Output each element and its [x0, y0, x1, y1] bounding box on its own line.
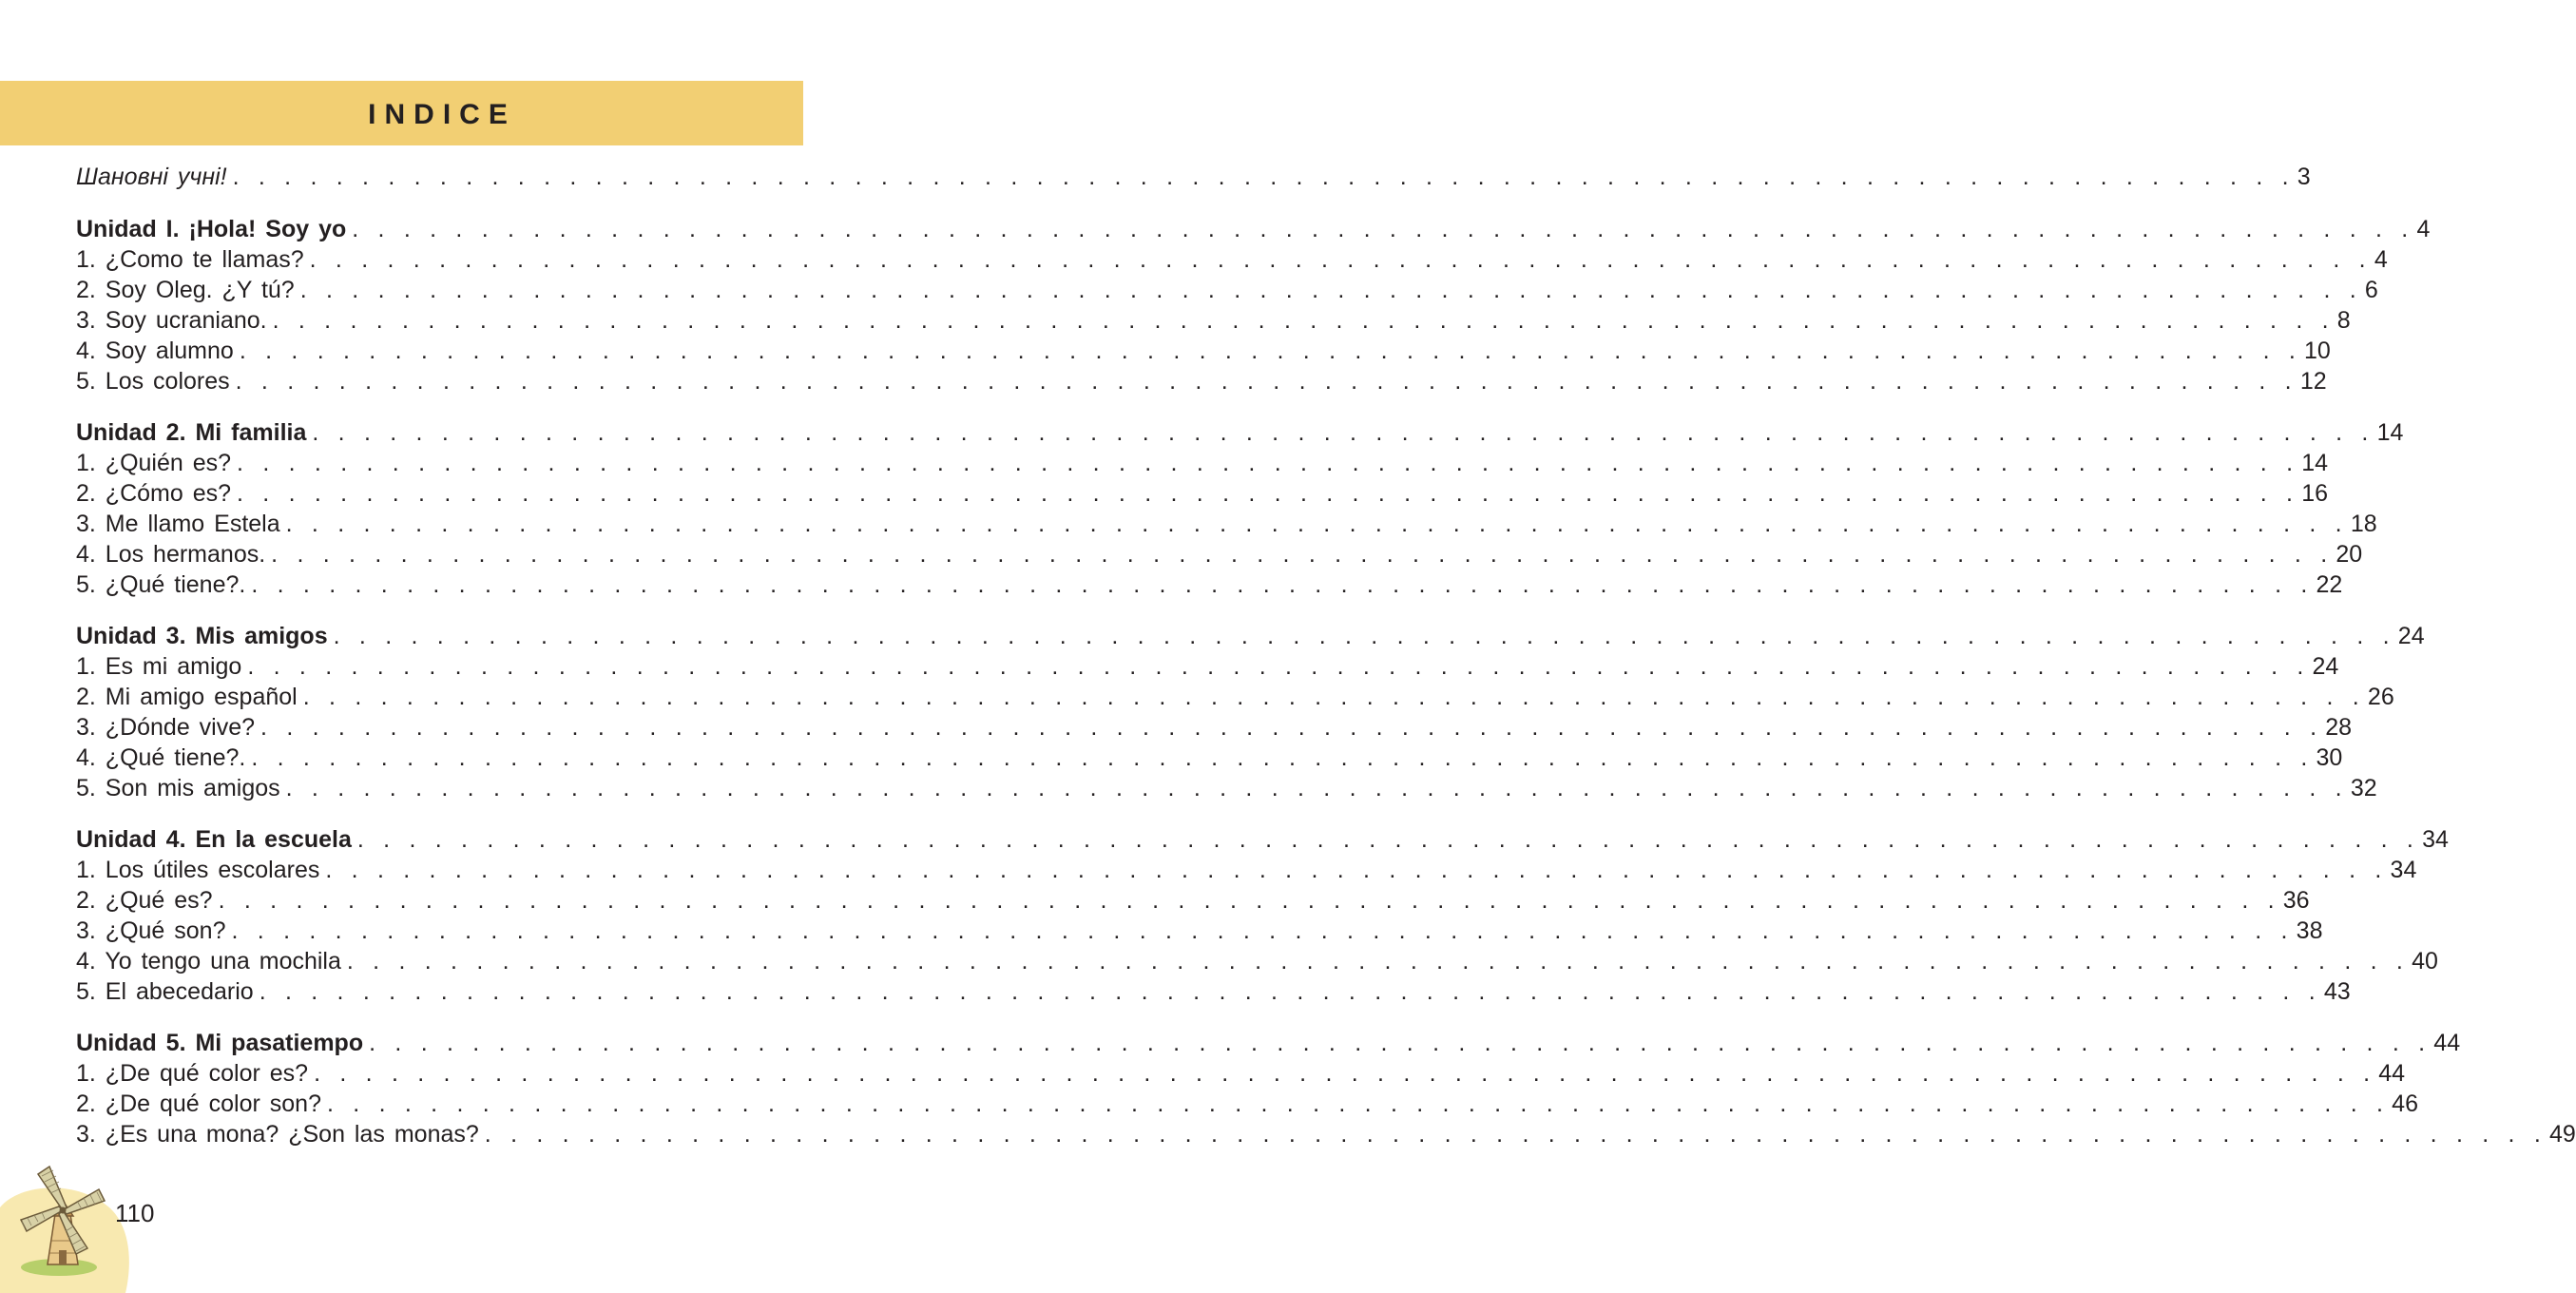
toc-lesson-entry-title: 3. Soy ucraniano.	[76, 307, 267, 334]
toc-lesson-entry-page: 46	[2392, 1090, 2418, 1117]
toc-unit-heading	[76, 214, 2431, 244]
dot-leader: . . . . . . . . . . . . . . . . . . . . . . . . . . . . . . . . . . . . . . . . . . . . . . . . . . . . . . . . . . . . . . . . . . . . . . . . . . . . . . . .	[309, 246, 2371, 273]
dot-leader: . . . . . . . . . . . . . . . . . . . . . . . . . . . . . . . . . . . . . . . . . . . . . . . . . . . . . . . . . . . . . . . . . . . . . . . . . . . . . . . .	[218, 887, 2279, 914]
toc-lesson-entry-page: 43	[2323, 978, 2351, 1005]
dot-leader: . . . . . . . . . . . . . . . . . . . . . . . . . . . . . . . . . . . . . . . . . . . . . . . . . . . . . . . . . . . . . . . . . . . . . . . . . . . . . . . .	[260, 714, 2322, 741]
toc-lesson-entry-page: 10	[2304, 338, 2331, 364]
toc-lesson-entry-title: 1. ¿Como te llamas?	[76, 246, 304, 273]
toc-lesson-entry	[76, 885, 2310, 916]
toc-lesson-entry-page: 30	[2316, 744, 2343, 771]
toc-unit-heading-title: Unidad 3. Mis amigos	[76, 623, 328, 649]
toc-unit-heading-page: 14	[2376, 419, 2404, 446]
toc-lesson-entry-page: 40	[2412, 948, 2438, 975]
toc-lesson-entry-page: 8	[2336, 307, 2351, 334]
toc-unit-heading-page: 4	[2416, 216, 2431, 242]
toc-lesson-entry	[76, 1119, 2576, 1149]
toc-lesson-entry-title: 2. ¿Cómo es?	[76, 480, 232, 507]
toc-lesson-entry	[76, 651, 2339, 682]
dot-leader: . . . . . . . . . . . . . . . . . . . . . . . . . . . . . . . . . . . . . . . . . . . . . . . . . . . . . . . . . . . . . . . . . . . . . . . . . . . . . . . .	[312, 419, 2374, 446]
dot-leader: . . . . . . . . . . . . . . . . . . . . . . . . . . . . . . . . . . . . . . . . . . . . . . . . . . . . . . . . . . . . . . . . . . . . . . . . . . . . . . . .	[326, 1090, 2389, 1117]
toc-lesson-entry	[76, 1089, 2418, 1119]
dot-leader: . . . . . . . . . . . . . . . . . . . . . . . . . . . . . . . . . . . . . . . . . . . . . . . . . . . . . . . . . . . . . . . . . . . . . . . . . . . . . . . .	[314, 1060, 2375, 1087]
toc-unit-heading	[76, 621, 2425, 651]
section-gap	[76, 192, 803, 214]
toc-unit-heading-title: Unidad 5. Mi pasatiempo	[76, 1030, 364, 1056]
dot-leader: . . . . . . . . . . . . . . . . . . . . . . . . . . . . . . . . . . . . . . . . . . . . . . . . . . . . . . . . . . . . . . . . . . . . . . . . . . . . . . . .	[259, 978, 2320, 1005]
windmill-icon	[0, 1155, 133, 1293]
page-title: INDICE	[368, 99, 516, 130]
table-of-contents	[76, 162, 2576, 1149]
dot-leader: . . . . . . . . . . . . . . . . . . . . . . . . . . . . . . . . . . . . . . . . . . . . . . . . . . . . . . . . . . . . . . . . . . . . . . . . . . . . . . . .	[271, 541, 2333, 568]
toc-lesson-entry	[76, 478, 2329, 509]
section-gap	[76, 396, 803, 417]
toc-lesson-entry	[76, 336, 2331, 366]
toc-intro-entry-title: Шановні учні!	[76, 164, 227, 190]
toc-lesson-entry-page: 22	[2316, 571, 2343, 598]
dot-leader: . . . . . . . . . . . . . . . . . . . . . . . . . . . . . . . . . . . . . . . . . . . . . . . . . . . . . . . . . . . . . . . . . . . . . . . . . . . . . . . .	[333, 623, 2394, 649]
toc-lesson-entry	[76, 1058, 2406, 1089]
dot-leader: . . . . . . . . . . . . . . . . . . . . . . . . . . . . . . . . . . . . . . . . . . . . . . . . . . . . . . . . . . . . . . . . . . . . . . . . . . . . . . . .	[231, 917, 2293, 944]
toc-unit-heading	[76, 1028, 2461, 1058]
dot-leader: . . . . . . . . . . . . . . . . . . . . . . . . . . . . . . . . . . . . . . . . . . . . . . . . . . . . . . . . . . . . . . . . . . . . . . . . . . . . . . . .	[346, 948, 2409, 975]
toc-lesson-entry-title: 4. Los hermanos.	[76, 541, 266, 568]
toc-lesson-entry	[76, 275, 2378, 305]
toc-lesson-entry	[76, 773, 2377, 803]
toc-lesson-entry-title: 2. Soy Oleg. ¿Y tú?	[76, 277, 295, 303]
toc-lesson-entry	[76, 569, 2343, 600]
toc-lesson-entry	[76, 916, 2323, 946]
toc-lesson-entry-title: 3. ¿Dónde vive?	[76, 714, 256, 741]
toc-unit-heading	[76, 824, 2449, 855]
toc-lesson-entry-title: 2. ¿Qué es?	[76, 887, 213, 914]
toc-lesson-entry-title: 2. Mi amigo español	[76, 684, 298, 710]
dot-leader: . . . . . . . . . . . . . . . . . . . . . . . . . . . . . . . . . . . . . . . . . . . . . . . . . . . . . . . . . . . . . . . . . . . . . . . . . . . . . . . .	[299, 277, 2361, 303]
dot-leader: . . . . . . . . . . . . . . . . . . . . . . . . . . . . . . . . . . . . . . . . . . . . . . . . . . . . . . . . . . . . . . . . . . . . . . . . . . . . . . . .	[302, 684, 2364, 710]
toc-lesson-entry-page: 18	[2350, 511, 2377, 537]
toc-lesson-entry-page: 34	[2390, 857, 2417, 883]
toc-lesson-entry-page: 44	[2378, 1060, 2406, 1087]
toc-lesson-entry	[76, 305, 2351, 336]
dot-leader: . . . . . . . . . . . . . . . . . . . . . . . . . . . . . . . . . . . . . . . . . . . . . . . . . . . . . . . . . . . . . . . . . . . . . . . . . . . . . . . .	[325, 857, 2387, 883]
toc-lesson-entry-title: 1. Es mi amigo	[76, 653, 242, 680]
dot-leader: . . . . . . . . . . . . . . . . . . . . . . . . . . . . . . . . . . . . . . . . . . . . . . . . . . . . . . . . . . . . . . . . . . . . . . . . . . . . . . . .	[235, 368, 2297, 395]
toc-lesson-entry-page: 20	[2336, 541, 2363, 568]
toc-lesson-entry-page: 14	[2301, 450, 2329, 476]
toc-lesson-entry	[76, 448, 2329, 478]
dot-leader: . . . . . . . . . . . . . . . . . . . . . . . . . . . . . . . . . . . . . . . . . . . . . . . . . . . . . . . . . . . . . . . . . . . . . . . . . . . . . . . .	[369, 1030, 2431, 1056]
section-gap	[76, 803, 803, 824]
toc-lesson-entry-page: 24	[2312, 653, 2339, 680]
dot-leader: . . . . . . . . . . . . . . . . . . . . . . . . . . . . . . . . . . . . . . . . . . . . . . . . . . . . . . . . . . . . . . . . . . . . . . . . . . . . . . . .	[285, 775, 2347, 801]
toc-lesson-entry-title: 1. ¿Quién es?	[76, 450, 232, 476]
dot-leader: . . . . . . . . . . . . . . . . . . . . . . . . . . . . . . . . . . . . . . . . . . . . . . . . . . . . . . . . . . . . . . . . . . . . . . . . . . . . . . . .	[247, 653, 2309, 680]
toc-unit-heading-title: Unidad I. ¡Hola! Soy yo	[76, 216, 347, 242]
toc-lesson-entry-title: 1. ¿De qué color es?	[76, 1060, 309, 1087]
dot-leader: . . . . . . . . . . . . . . . . . . . . . . . . . . . . . . . . . . . . . . . . . . . . . . . . . . . . . . . . . . . . . . . . . . . . . . . . . . . . . . . .	[251, 571, 2313, 598]
toc-lesson-entry	[76, 682, 2394, 712]
toc-lesson-entry-title: 3. ¿Es una mona? ¿Son las monas?	[76, 1121, 479, 1148]
toc-lesson-entry-title: 3. Me llamo Estela	[76, 511, 280, 537]
toc-lesson-entry-page: 32	[2350, 775, 2377, 801]
page-number: 110	[115, 1199, 155, 1227]
toc-unit-heading-page: 24	[2397, 623, 2425, 649]
toc-unit-heading	[76, 417, 2404, 448]
toc-lesson-entry-page: 4	[2374, 246, 2388, 273]
dot-leader: . . . . . . . . . . . . . . . . . . . . . . . . . . . . . . . . . . . . . . . . . . . . . . . . . . . . . . . . . . . . . . . . . . . . . . . . . . . . . . . .	[239, 338, 2301, 364]
dot-leader: . . . . . . . . . . . . . . . . . . . . . . . . . . . . . . . . . . . . . . . . . . . . . . . . . . . . . . . . . . . . . . . . . . . . . . . . . . . . . . . .	[251, 744, 2313, 771]
toc-lesson-entry-title: 4. Yo tengo una mochila	[76, 948, 341, 975]
toc-lesson-entry	[76, 855, 2417, 885]
toc-lesson-entry-page: 28	[2325, 714, 2353, 741]
toc-lesson-entry-title: 5. El abecedario	[76, 978, 254, 1005]
toc-lesson-entry	[76, 539, 2363, 569]
toc-lesson-entry	[76, 509, 2377, 539]
toc-lesson-entry-page: 16	[2301, 480, 2329, 507]
dot-leader: . . . . . . . . . . . . . . . . . . . . . . . . . . . . . . . . . . . . . . . . . . . . . . . . . . . . . . . . . . . . . . . . . . . . . . . . . . . . . . . .	[356, 826, 2419, 853]
dot-leader: . . . . . . . . . . . . . . . . . . . . . . . . . . . . . . . . . . . . . . . . . . . . . . . . . . . . . . . . . . . . . . . . . . . . . . . . . . . . . . . .	[232, 164, 2294, 190]
toc-unit-heading-title: Unidad 4. En la escuela	[76, 826, 352, 853]
toc-intro-entry	[76, 162, 2311, 192]
toc-lesson-entry-title: 4. ¿Qué tiene?.	[76, 744, 246, 771]
dot-leader: . . . . . . . . . . . . . . . . . . . . . . . . . . . . . . . . . . . . . . . . . . . . . . . . . . . . . . . . . . . . . . . . . . . . . . . . . . . . . . . .	[237, 480, 2298, 507]
section-gap	[76, 600, 803, 621]
toc-lesson-entry-title: 3. ¿Qué son?	[76, 917, 226, 944]
toc-lesson-entry-title: 2. ¿De qué color son?	[76, 1090, 321, 1117]
toc-lesson-entry-page: 12	[2299, 368, 2327, 395]
dot-leader: . . . . . . . . . . . . . . . . . . . . . . . . . . . . . . . . . . . . . . . . . . . . . . . . . . . . . . . . . . . . . . . . . . . . . . . . . . . . . . . .	[285, 511, 2347, 537]
toc-lesson-entry	[76, 946, 2438, 976]
toc-lesson-entry-page: 36	[2282, 887, 2310, 914]
toc-lesson-entry-title: 5. ¿Qué tiene?.	[76, 571, 246, 598]
toc-lesson-entry	[76, 366, 2327, 396]
toc-lesson-entry	[76, 976, 2351, 1007]
toc-unit-heading-page: 44	[2433, 1030, 2461, 1056]
toc-lesson-entry	[76, 244, 2388, 275]
toc-unit-heading-title: Unidad 2. Mi familia	[76, 419, 307, 446]
dot-leader: . . . . . . . . . . . . . . . . . . . . . . . . . . . . . . . . . . . . . . . . . . . . . . . . . . . . . . . . . . . . . . . . . . . . . . . . . . . . . . . .	[352, 216, 2413, 242]
toc-lesson-entry-title: 1. Los útiles escolares	[76, 857, 320, 883]
toc-unit-heading-page: 34	[2422, 826, 2449, 853]
toc-lesson-entry	[76, 743, 2343, 773]
toc-lesson-entry-page: 49	[2548, 1121, 2576, 1148]
toc-lesson-entry-page: 26	[2367, 684, 2394, 710]
toc-lesson-entry-title: 4. Soy alumno	[76, 338, 234, 364]
toc-lesson-entry	[76, 712, 2353, 743]
section-gap	[76, 1007, 803, 1028]
toc-lesson-entry-title: 5. Son mis amigos	[76, 775, 280, 801]
dot-leader: . . . . . . . . . . . . . . . . . . . . . . . . . . . . . . . . . . . . . . . . . . . . . . . . . . . . . . . . . . . . . . . . . . . . . . . . . . . . . . . .	[272, 307, 2334, 334]
dot-leader: . . . . . . . . . . . . . . . . . . . . . . . . . . . . . . . . . . . . . . . . . . . . . . . . . . . . . . . . . . . . . . . . . . . . . . . . . . . . . . . .	[484, 1121, 2546, 1148]
toc-intro-entry-page: 3	[2297, 164, 2311, 190]
toc-lesson-entry-page: 6	[2364, 277, 2378, 303]
toc-lesson-entry-page: 38	[2296, 917, 2323, 944]
dot-leader: . . . . . . . . . . . . . . . . . . . . . . . . . . . . . . . . . . . . . . . . . . . . . . . . . . . . . . . . . . . . . . . . . . . . . . . . . . . . . . . .	[237, 450, 2298, 476]
toc-lesson-entry-title: 5. Los colores	[76, 368, 230, 395]
